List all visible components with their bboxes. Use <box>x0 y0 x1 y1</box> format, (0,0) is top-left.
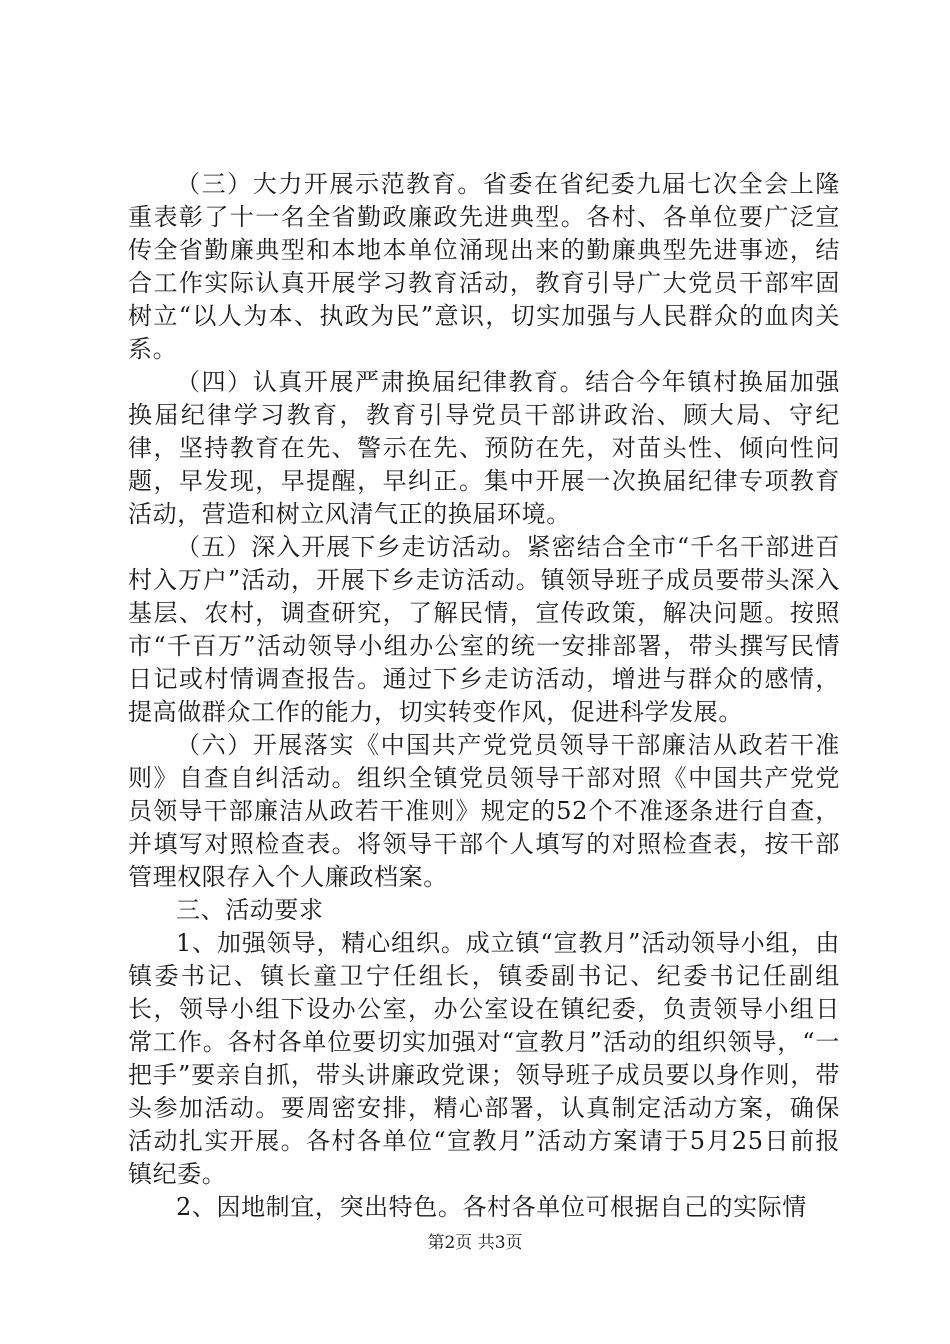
page-number-footer: 第2页 共3页 <box>427 1233 523 1253</box>
paragraph-section-5: （五）深入开展下乡走访活动。紧密结合全市“千名干部进百村入万户”活动，开展下乡走访活动。镇领导班子成员要带头深入基层、农村，调查研究，了解民情，宣传政策，解决问题。按照市“千百万”活动领导小组办公室的统一安排部署，带头撰写民情日记或村情调查报告。通过下乡走访活动，增进与群众的感情，提高做群众工作的能力，切实转变作风，促进科学发展。 <box>128 533 840 726</box>
section-heading-requirements: 三、活动要求 <box>176 896 324 924</box>
paragraph-section-6: （六）开展落实《中国共产党党员领导干部廉洁从政若干准则》自查自纠活动。组织全镇党员领导干部对照《中国共产党党员领导干部廉洁从政若干准则》规定的52个不准逐条进行自查，并填写对照检查表。将领导干部个人填写的对照检查表，按干部管理权限存入个人廉政档案。 <box>128 731 840 891</box>
paragraph-requirement-2: 2、因地制宜，突出特色。各村各单位可根据自己的实际情 <box>176 1193 807 1221</box>
paragraph-section-4: （四）认真开展严肃换届纪律教育。结合今年镇村换届加强换届纪律学习教育，教育引导党员干部讲政治、顾大局、守纪律，坚持教育在先、警示在先、预防在先，对苗头性、倾向性问题，早发现，早提醒，早纠正。集中开展一次换届纪律专项教育活动，营造和树立风清气正的换届环境。 <box>128 368 840 528</box>
paragraph-section-3: （三）大力开展示范教育。省委在省纪委九届七次全会上隆重表彰了十一名全省勤政廉政先进典型。各村、各单位要广泛宣传全省勤廉典型和本地本单位涌现出来的勤廉典型先进事迹，结合工作实际认真开展学习教育活动，教育引导广大党员干部牢固树立“以人为本、执政为民”意识，切实加强与人民群众的血肉关系。 <box>128 170 840 363</box>
document-body <box>128 168 840 1224</box>
paragraph-requirement-1: 1、加强领导，精心组织。成立镇“宣教月”活动领导小组，由镇委书记、镇长童卫宁任组长，镇委副书记、纪委书记任副组长，领导小组下设办公室，办公室设在镇纪委，负责领导小组日常工作。各村各单位要切实加强对“宣教月”活动的组织领导，“一把手”要亲自抓，带头讲廉政党课；领导班子成员要以身作则，带头参加活动。要周密安排，精心部署，认真制定活动方案，确保活动扎实开展。各村各单位“宣教月”活动方案请于5月25日前报镇纪委。 <box>128 929 840 1188</box>
